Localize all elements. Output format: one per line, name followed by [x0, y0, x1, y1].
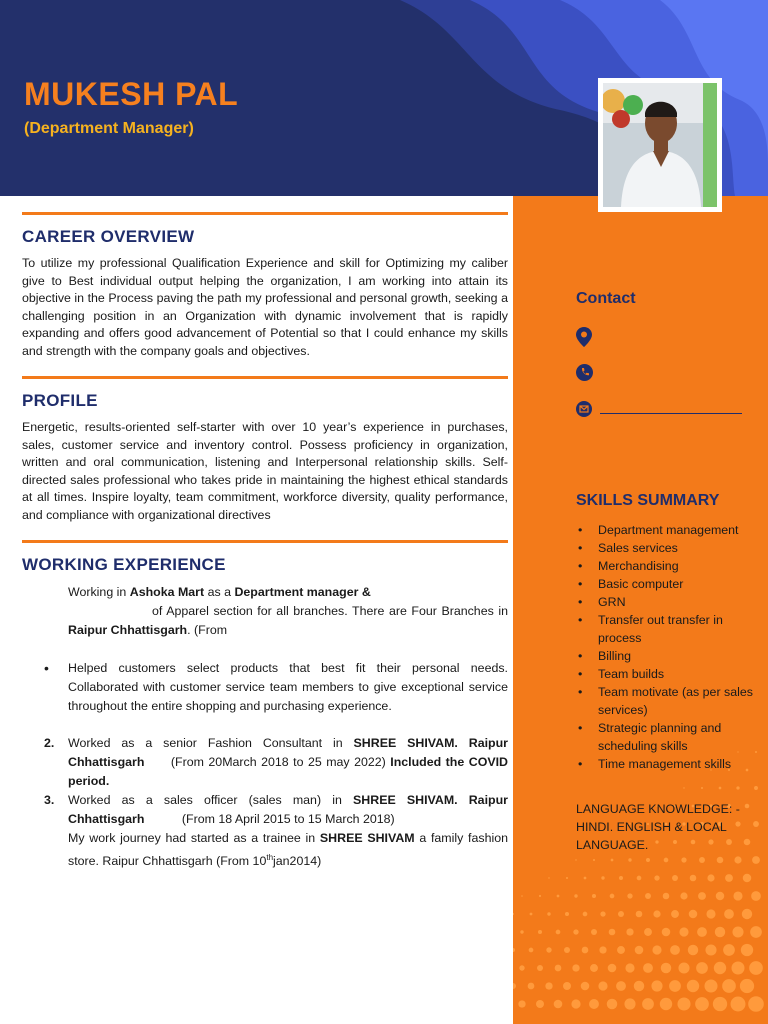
profile-photo: [603, 83, 717, 207]
skill-item: • Transfer out transfer in process: [576, 611, 756, 647]
company-name: SHREE SHIVAM: [319, 831, 415, 845]
skill-item: • GRN: [576, 593, 756, 611]
career-overview-heading: CAREER OVERVIEW: [22, 227, 195, 246]
text: of Apparel section for all branches. There are Four Branches in: [152, 604, 508, 618]
experience-item-2: [22, 734, 508, 791]
section-divider: [22, 376, 508, 379]
profile-text: Energetic, results-oriented self-starter with over 10 year’s experience in purchases, sales, customer service and inventory control. Possess proficiency in organization, written and oral communication, listening and Interpersonal relationship skills. Self-directed sales professional who takes pride in maintaining the highest ethical standards at all times. Inspire loyalty, team commitment, workforce diversity, quality performance, and compliance with organizational directives: [22, 420, 508, 522]
section-divider: [22, 540, 508, 543]
location: Raipur Chhattisgarh: [68, 623, 188, 637]
location-pin-icon: [576, 327, 592, 347]
skill-item: • Department management: [576, 521, 756, 539]
contact-heading: Contact: [576, 290, 636, 307]
skill-item: • Sales services: [576, 539, 756, 557]
skill-item: • Team builds: [576, 665, 756, 683]
email-underline: [600, 413, 742, 414]
text: My work journey had started as a trainee in: [68, 831, 316, 845]
text: . (From: [187, 623, 228, 637]
text: Working in: [68, 585, 127, 599]
text: Worked as a senior Fashion Consultant in: [68, 736, 343, 750]
company-name: Ashoka Mart: [129, 585, 205, 599]
main-column: [22, 212, 508, 871]
skill-item: • Billing: [576, 647, 756, 665]
item-number: 2.: [44, 736, 55, 750]
skills-list: [576, 521, 756, 773]
candidate-name: MUKESH PAL: [24, 76, 239, 112]
skill-item: • Merchandising: [576, 557, 756, 575]
text: Included the COVID period.: [68, 755, 508, 788]
skill-item: • Basic computer: [576, 575, 756, 593]
skill-item: • Team motivate (as per sales services): [576, 683, 756, 719]
superscript: th: [266, 853, 274, 862]
experience-bullet: [22, 659, 508, 716]
text: jan2014): [273, 854, 322, 869]
dates: (From 20March 2018 to 25 may 2022): [170, 755, 386, 769]
dates: (From 18 April 2015 to 15 March 2018): [181, 812, 395, 826]
section-divider: [22, 212, 508, 215]
text: as a: [207, 585, 232, 599]
experience-item-3: [22, 791, 508, 871]
candidate-role: (Department Manager): [24, 120, 194, 137]
experience-intro: [22, 583, 508, 640]
company-name: SHREE SHIVAM. Raipur Chhattisgarh: [68, 793, 508, 826]
text: Helped customers select products that best fit their personal needs. Collaborated with customer service team members to give exceptional service throughout the entire shopping and purchasing experience.: [68, 661, 508, 713]
profile-photo-frame: [598, 78, 722, 212]
skills-summary-heading: SKILLS SUMMARY: [576, 492, 720, 509]
company-name: SHREE SHIVAM. Raipur Chhattisgarh: [68, 736, 509, 769]
phone-icon: [576, 364, 593, 381]
profile-heading: PROFILE: [22, 391, 98, 410]
skill-item: • Time management skills: [576, 755, 756, 773]
item-number: 3.: [44, 793, 55, 807]
working-experience-heading: WORKING EXPERIENCE: [22, 555, 226, 574]
language-knowledge: LANGUAGE KNOWLEDGE: - HINDI. ENGLISH & LOCAL LANGUAGE.: [576, 802, 740, 852]
text: a family fashion store. Raipur Chhattisgarh (From 10: [68, 831, 508, 869]
skill-item: • Strategic planning and scheduling skills: [576, 719, 756, 755]
bullet-marker: •: [44, 660, 49, 676]
position-title: Department manager &: [234, 585, 371, 599]
text: Worked as a sales officer (sales man) in: [68, 793, 342, 807]
career-overview-text: To utilize my professional Qualification Experience and skill for Optimizing my caliber give to Best individual output helping the organization, I am working into attain its objective in the Process paving the path my professional and personal growth, seeking a challenging position in an Organization with dynamic involvement that is rapidly expanding and offers good advancement of Potential so that I could enhance my skills and strength with the company goals and objectives.: [22, 256, 508, 358]
email-icon: [576, 401, 592, 417]
working-experience-list: [22, 583, 508, 871]
